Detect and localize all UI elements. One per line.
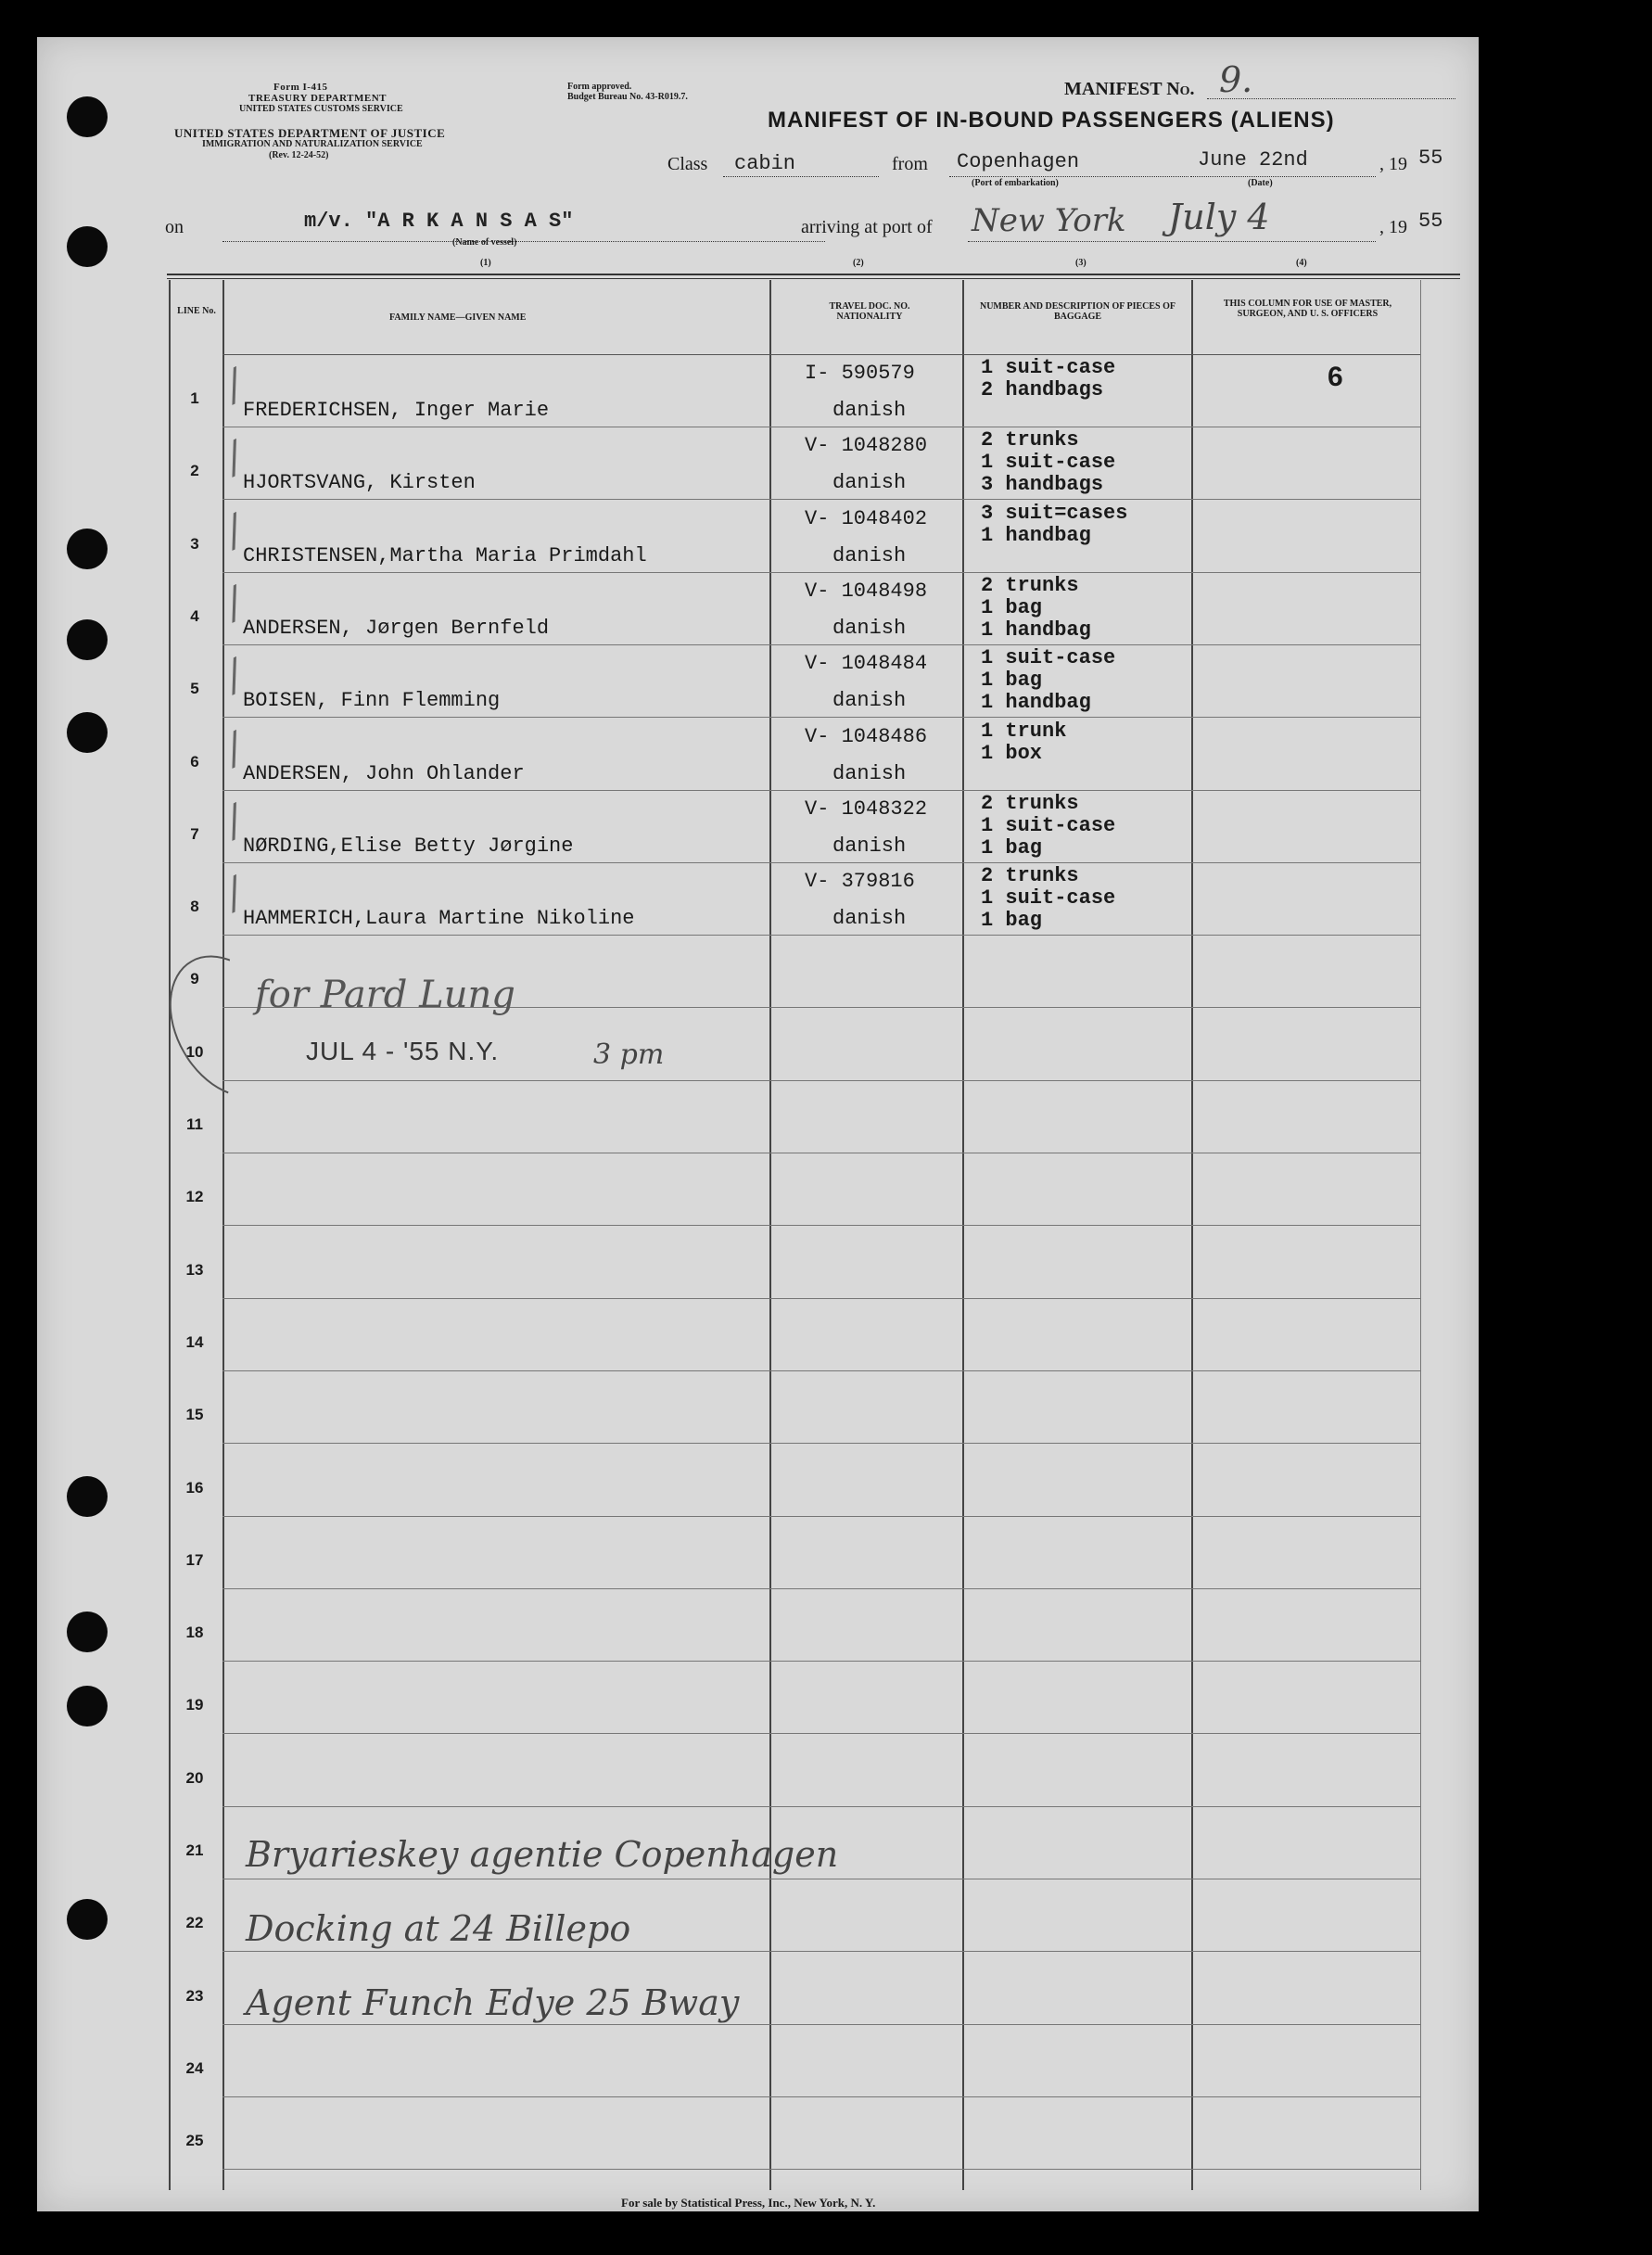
baggage-line: 1 handbag [981,524,1091,547]
binder-hole [67,1686,108,1726]
baggage-line: 3 suit=cases [981,502,1128,525]
baggage-line: 2 handbags [981,378,1104,401]
footer-printer: For sale by Statistical Press, Inc., New York, N. Y. [621,2196,876,2210]
treasury-dept: TREASURY DEPARTMENT [248,93,387,104]
row-rule [222,572,1420,573]
page-title: MANIFEST OF IN-BOUND PASSENGERS (ALIENS) [768,108,1335,133]
port-embarkation-label: (Port of embarkation) [972,178,1059,188]
line-number: 22 [185,1914,204,1931]
row-rule [222,790,1420,791]
arriving-label: arriving at port of [801,217,933,237]
nationality: danish [832,399,907,422]
binder-hole [67,1899,108,1940]
passenger-name: BOISEN, Finn Flemming [243,689,501,712]
line-number: 25 [185,2132,204,2149]
from-value: Copenhagen [957,150,1080,173]
travel-doc-number: V- 379816 [805,870,915,893]
check-mark: / [217,869,250,918]
baggage-line: 2 trunks [981,574,1079,597]
header-baggage: NUMBER AND DESCRIPTION OF PIECES OF BAGGAGE [979,301,1176,322]
passenger-name: ANDERSEN, John Ohlander [243,762,525,785]
baggage-line: 1 handbag [981,691,1091,714]
line-number: 21 [185,1841,204,1859]
row-rule [222,1733,1420,1734]
row-rule [222,1080,1420,1081]
justice-dept: UNITED STATES DEPARTMENT OF JUSTICE [174,126,446,140]
line-number: 14 [185,1333,204,1351]
line-number: 10 [185,1043,204,1061]
header-line-no: LINE No. [177,306,216,316]
baggage-line: 1 trunk [981,720,1067,743]
check-mark: / [217,651,250,700]
row-rule [222,1951,1420,1952]
passenger-name: HJORTSVANG, Kirsten [243,471,476,494]
line-number: 12 [185,1188,204,1205]
baggage-line: 2 trunks [981,864,1079,887]
baggage-line: 1 suit-case [981,814,1116,837]
line-number: 5 [190,680,199,697]
line-number: 19 [185,1696,204,1714]
baggage-line: 1 suit-case [981,886,1116,910]
row-rule [222,1661,1420,1662]
line-number: 1 [190,389,199,407]
from-label: from [892,154,928,174]
travel-doc-number: V- 1048402 [805,507,928,530]
header-name: FAMILY NAME—GIVEN NAME [389,312,527,323]
binder-hole [67,619,108,660]
line-number: 18 [185,1624,204,1641]
line-number: 24 [185,2059,204,2077]
baggage-line: 2 trunks [981,792,1079,815]
row-rule [222,2096,1420,2097]
row-rule [222,1298,1420,1299]
row-rule [222,1370,1420,1371]
travel-doc-number: V- 1048280 [805,434,928,457]
binder-hole [67,1612,108,1652]
binder-hole [67,712,108,753]
inspector-signature: for Pard Lung [255,974,515,1016]
ins-label: IMMIGRATION AND NATURALIZATION SERVICE [202,139,423,149]
line-number: 8 [190,898,199,915]
baggage-line: 1 bag [981,669,1043,692]
passenger-name: CHRISTENSEN,Martha Maria Primdahl [243,544,647,567]
check-mark: / [217,433,250,482]
form-approved: Form approved. [567,82,632,92]
manifest-page [37,37,1479,2211]
arrival-port: New York [972,202,1126,239]
budget-bureau: Budget Bureau No. 43-R019.7. [567,92,688,102]
year2-value: 55 [1418,210,1443,233]
baggage-line: 2 trunks [981,428,1079,452]
row-rule [222,717,1420,718]
col2-label: (2) [853,258,864,268]
line-number: 16 [185,1479,204,1497]
line-number: 3 [190,535,199,553]
col4-label: (4) [1296,258,1307,268]
travel-doc-number: V- 1048322 [805,797,928,821]
binder-hole [67,529,108,569]
header-officers: THIS COLUMN FOR USE OF MASTER, SURGEON, AND U. S. OFFICERS [1223,299,1392,319]
header-travel-doc: TRAVEL DOC. NO. NATIONALITY [829,301,910,322]
row-rule [222,1225,1420,1226]
line-number: 2 [190,462,199,479]
officer-mark: 6 [1328,362,1343,392]
passenger-name: NØRDING,Elise Betty Jørgine [243,834,574,858]
line-number: 20 [185,1769,204,1787]
passenger-name: FREDERICHSEN, Inger Marie [243,399,550,422]
line-number: 13 [185,1261,204,1279]
travel-doc-number: V- 1048484 [805,652,928,675]
baggage-line: 1 suit-case [981,451,1116,474]
col1-label: (1) [480,258,491,268]
line-number: 17 [185,1551,204,1569]
arrival-date: July 4 [1168,197,1270,237]
manifest-number: 9. [1219,59,1253,100]
vessel-label: (Name of vessel) [452,237,517,248]
col3-label: (3) [1075,258,1087,268]
travel-doc-number: V- 1048486 [805,725,928,748]
agent-address-note: Agent Funch Edye 25 Bway [246,1982,740,2023]
row-rule [222,2169,1420,2170]
nationality: danish [832,762,907,785]
travel-doc-number: V- 1048498 [805,580,928,603]
line-number: 6 [190,753,199,771]
date-value: June 22nd [1198,148,1308,172]
row-rule [222,1443,1420,1444]
binder-hole [67,226,108,267]
check-mark: / [217,724,250,773]
travel-doc-number: I- 590579 [805,362,915,385]
line-number: 7 [190,825,199,843]
year2-prefix: , 19 [1379,217,1407,237]
binder-hole [67,96,108,137]
class-label: Class [667,154,708,174]
row-rule [222,1588,1420,1589]
baggage-line: 1 bag [981,909,1043,932]
baggage-line: 1 bag [981,836,1043,860]
check-mark: / [217,506,250,555]
baggage-line: 1 handbag [981,618,1091,642]
docking-note: Docking at 24 Billepo [246,1908,631,1949]
revision: (Rev. 12-24-52) [269,150,329,160]
agent-note: Bryarieskey agentie Copenhagen [246,1834,839,1875]
manifest-label: MANIFEST No. [1064,79,1195,99]
row-rule [222,935,1420,936]
nationality: danish [832,544,907,567]
vessel-value: m/v. "A R K A N S A S" [304,210,574,233]
row-rule [222,862,1420,863]
passenger-name: ANDERSEN, Jørgen Bernfeld [243,617,550,640]
date-label: (Date) [1248,178,1273,188]
form-number: Form I-415 [273,82,328,93]
check-mark: / [217,579,250,628]
line-number: 11 [186,1115,203,1133]
row-rule [222,644,1420,645]
nationality: danish [832,834,907,858]
passenger-name: HAMMERICH,Laura Martine Nikoline [243,907,635,930]
nationality: danish [832,689,907,712]
line-number: 15 [185,1406,204,1423]
row-rule [222,2024,1420,2025]
row-rule [222,1806,1420,1807]
year1-value: 55 [1418,147,1443,170]
customs-service: UNITED STATES CUSTOMS SERVICE [239,104,403,114]
baggage-line: 3 handbags [981,473,1104,496]
line-number: 9 [190,970,199,987]
row-rule [222,1516,1420,1517]
line-number: 23 [185,1987,204,2005]
nationality: danish [832,471,907,494]
nationality: danish [832,907,907,930]
baggage-line: 1 bag [981,596,1043,619]
arrival-stamp: JUL 4 - '55 N.Y. [306,1037,500,1065]
binder-hole [67,1476,108,1517]
on-label: on [165,217,184,237]
row-rule [222,499,1420,500]
line-number: 4 [190,607,199,625]
baggage-line: 1 box [981,742,1043,765]
nationality: danish [832,617,907,640]
baggage-line: 1 suit-case [981,356,1116,379]
baggage-line: 1 suit-case [981,646,1116,669]
check-mark: / [217,796,250,846]
check-mark: / [217,361,250,410]
class-value: cabin [734,152,796,175]
year1-prefix: , 19 [1379,154,1407,174]
stamp-time: 3 pm [593,1038,665,1071]
